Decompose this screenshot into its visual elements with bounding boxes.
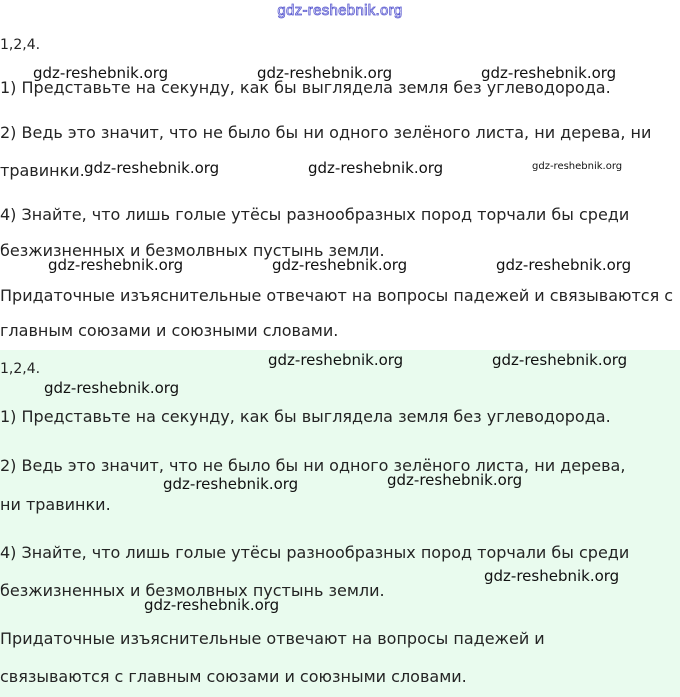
sentence-4-line-2: безжизненных и безмолвных пустынь земли. bbox=[0, 581, 385, 600]
watermark: gdz-reshebnik.org bbox=[44, 379, 180, 397]
page-header bbox=[0, 0, 680, 24]
sentence-2-line-1: 2) Ведь это значит, что не было бы ни одного зелёного листа, ни дерева, ни bbox=[0, 123, 652, 142]
sentence-4-line-2: безжизненных и безмолвных пустынь земли. bbox=[0, 241, 385, 260]
watermark: gdz-reshebnik.org bbox=[308, 159, 444, 177]
sentence-1: 1) Представьте на секунду, как бы выглядела земля без углеводорода. bbox=[0, 407, 611, 426]
sentence-1: 1) Представьте на секунду, как бы выглядела земля без углеводорода. bbox=[0, 78, 611, 97]
watermark: gdz-reshebnik.org bbox=[532, 161, 623, 172]
site-logo[interactable]: gdz-reshebnik.org bbox=[277, 2, 403, 19]
explanation-line-2: главным союзами и союзными словами. bbox=[0, 321, 339, 340]
sentence-2-line-1: 2) Ведь это значит, что не было бы ни одного зелёного листа, ни дерева, bbox=[0, 456, 626, 475]
watermark: gdz-reshebnik.org bbox=[496, 256, 632, 274]
watermark: gdz-reshebnik.org bbox=[492, 351, 628, 369]
watermark: gdz-reshebnik.org bbox=[268, 351, 404, 369]
watermark: gdz-reshebnik.org bbox=[33, 64, 169, 82]
watermark: gdz-reshebnik.org bbox=[84, 159, 220, 177]
explanation-line-2: связываются с главным союзами и союзными словами. bbox=[0, 667, 467, 686]
answer-section-1 bbox=[0, 24, 680, 350]
answer-section-2 bbox=[0, 350, 680, 697]
watermark: gdz-reshebnik.org bbox=[272, 256, 408, 274]
watermark: gdz-reshebnik.org bbox=[257, 64, 393, 82]
sentence-2-line-2: ни травинки. bbox=[0, 495, 111, 514]
sentence-4-line-1: 4) Знайте, что лишь голые утёсы разнообразных пород торчали бы среди bbox=[0, 543, 630, 562]
explanation-line-1: Придаточные изъяснительные отвечают на вопросы падежей и связываются с bbox=[0, 286, 674, 305]
answer-numbers: 1,2,4. bbox=[0, 361, 41, 377]
watermark: gdz-reshebnik.org bbox=[48, 256, 184, 274]
watermark: gdz-reshebnik.org bbox=[163, 475, 299, 493]
sentence-4-line-1: 4) Знайте, что лишь голые утёсы разнообразных пород торчали бы среди bbox=[0, 205, 630, 224]
watermark: gdz-reshebnik.org bbox=[481, 64, 617, 82]
watermark: gdz-reshebnik.org bbox=[144, 596, 280, 614]
sentence-2-line-2: травинки. bbox=[0, 161, 85, 180]
watermark: gdz-reshebnik.org bbox=[484, 567, 620, 585]
answer-numbers: 1,2,4. bbox=[0, 37, 41, 53]
explanation-line-1: Придаточные изъяснительные отвечают на вопросы падежей и bbox=[0, 629, 545, 648]
watermark: gdz-reshebnik.org bbox=[387, 471, 523, 489]
